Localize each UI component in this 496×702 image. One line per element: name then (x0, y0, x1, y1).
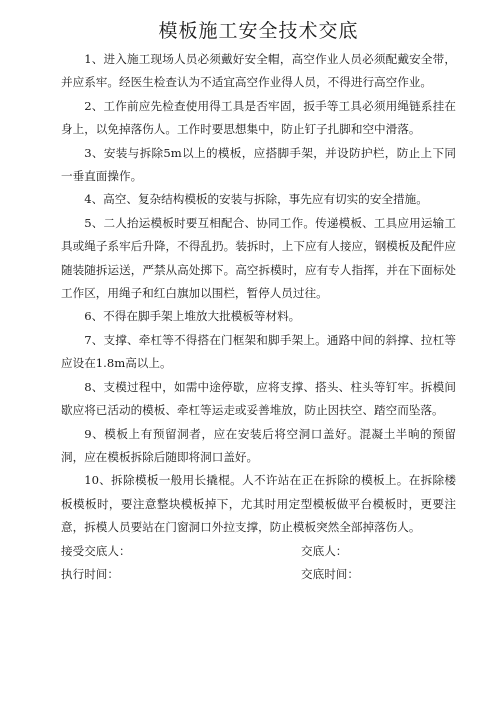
clause-9: 9、模板上有预留洞者，应在安装后将空洞口盖好。混凝土半晌的预留洞，应在模板拆除后随即将洞口盖好。 (61, 426, 456, 464)
clause-7: 7、支撑、牵杠等不得搭在门框架和脚手架上。通路中间的斜撑、拉杠等应设在1.8m高以上。 (61, 332, 456, 371)
receiver-label: 接受交底人： (61, 543, 131, 558)
briefer-label: 交底人： (301, 543, 348, 558)
clause-1: 1、进入施工现场人员必须戴好安全帽，高空作业人员必须配戴安全带，并应系牢。经医生检查认为不适宜高空作业得人员，不得进行高空作业。 (61, 52, 456, 90)
clause-8: 8、支模过程中，如需中途停歇，应将支撑、搭头、柱头等钉牢。拆模间歇应将已活动的模板、牵杠等运走或妥善堆放，防止因扶空、踏空而坠落。 (61, 379, 456, 418)
clause-5: 5、二人抬运模板时要互相配合、协同工作。传递模板、工具应用运输工具或绳子系牢后升降，不得乱扔。装拆时，上下应有人接应，钢模板及配件应随装随拆运送，严禁从高处掷下。高空拆模时，应有专人指挥，并在下面标处工作区，用绳子和红白旗加以围栏，暂停人员过往。 (61, 215, 456, 301)
signature-row-people (61, 540, 456, 563)
brief-time-label: 交底时间： (301, 566, 359, 581)
document-title: 模板施工安全技术交底 (158, 20, 359, 42)
signature-row-dates (61, 563, 456, 586)
clause-10: 10、拆除模板一般用长撬棍。人不许站在正在拆除的模板上。在拆除楼板模板时，要注意整块模板掉下，尤其时用定型模板做平台模板时，更要注意，拆模人员要站在门窗洞口外拉支撑，防止模板突然全部掉落伤人。 (61, 473, 456, 535)
clause-6: 6、不得在脚手架上堆放大批模板等材料。 (84, 309, 301, 324)
clause-2: 2、工作前应先检查使用得工具是否牢固，扳手等工具必须用绳链系挂在身上，以免掉落伤人。工作时要思想集中，防止钉子扎脚和空中滑落。 (61, 98, 456, 137)
exec-time-label: 执行时间： (61, 566, 119, 581)
clause-4: 4、高空、复杂结构模板的安装与拆除，事先应有切实的安全措施。 (84, 192, 428, 207)
clause-3: 3、安装与拆除5m以上的模板，应搭脚手架，并设防护栏，防止上下同一垂直面操作。 (61, 145, 456, 184)
